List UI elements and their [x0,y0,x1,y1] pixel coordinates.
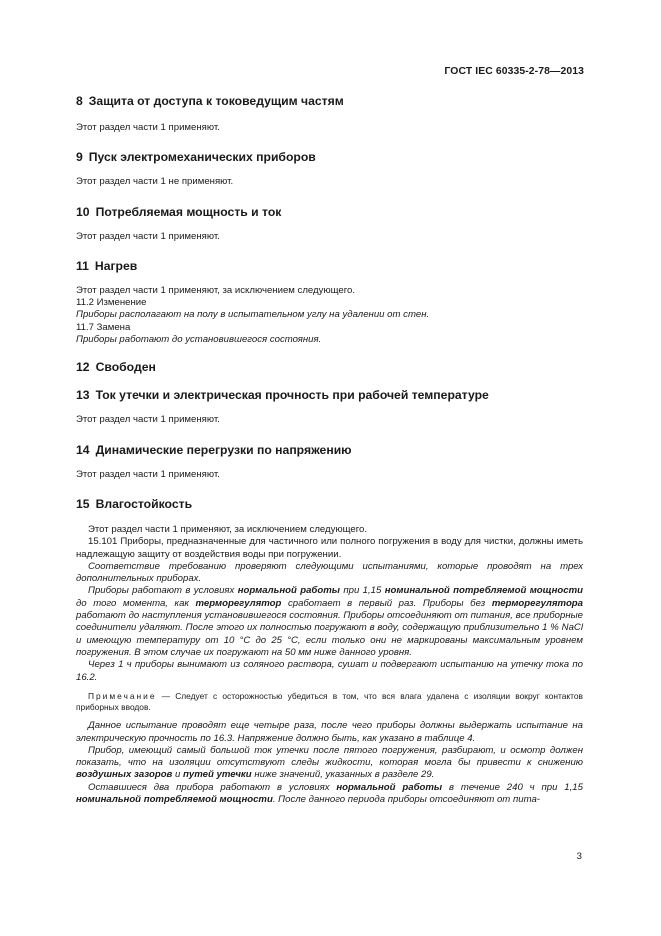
section-number: 14 [76,442,90,457]
repeat-test-paragraph: Данное испытание проводят еще четыре раза, после чего приборы должны выдержать испытание на электрическую прочность по 16.3. Напряжение должно быть, как указано в таблице 4. [76,720,583,744]
note-label: Примечание [88,690,157,701]
section-15-heading [76,494,583,514]
section-8-heading [76,91,583,111]
section-title: Свободен [95,360,156,375]
section-title: Нагрев [94,258,138,273]
section-12-heading [76,357,583,377]
section-11-text: Этот раздел части 1 применяют, за исключением следующего. [76,284,356,296]
section-number: 13 [76,388,90,403]
subsection-11-2-label: 11.2 Изменение [76,297,147,309]
section-11-heading [76,256,583,276]
document-header: ГОСТ IEC 60335-2-78—2013 [444,66,584,77]
page-number: 3 [576,851,582,862]
section-number: 12 [76,360,90,375]
subsection-11-2-text: Приборы располагают на полу в испытательном углу на удалении от стен. [76,309,430,321]
test-procedure-paragraph: Приборы работают в условиях нормальной работы при 1,15 номинальной потребляемой мощности до того момента, как терморегулятор сработает в первый раз. Приборы без терморегулятора работают до наступления установившегося состояния. Приборы отсоединяют от питания, все приборные соединители удаляют. После этого их полностью погружают в воду, содержащую приблизительно 1 % NaCl и имеющую температуру от 10 °C до 25 °C, если только они не маркированы максимальным уровнем погружения. В этом случае их погружают на 50 мм ниже данного уровня. [76,585,584,658]
remaining-appliances-paragraph: Оставшиеся два прибора работают в условиях нормальной работы в течение 240 ч при 1,15 номинальной потребляемой мощности. После данного периода приборы отсоединяют от пита- [76,781,583,806]
section-number: 15 [76,496,90,511]
leakage-test-paragraph: Через 1 ч приборы вынимают из соляного раствора, сушат и подвергают испытанию на утечку тока по 16.2. [76,659,583,683]
section-9-text: Этот раздел части 1 не применяют. [76,176,234,188]
document-body [76,91,583,806]
subsection-11-7-text: Приборы работают до установившегося состояния. [76,334,322,346]
section-10-text: Этот раздел части 1 применяют. [76,230,220,242]
section-14-heading [76,440,583,460]
section-14-text: Этот раздел части 1 применяют. [76,468,220,480]
section-number: 11 [76,258,89,273]
section-title: Влагостойкость [95,496,193,511]
section-title: Динамические перегрузки по напряжению [95,442,352,457]
subsection-11-7-label: 11.7 Замена [76,321,131,333]
clause-15-101: 15.101 Приборы, предназначенные для частичного или полного погружения в воду для чистки, должны иметь надлежащую защиту от воздействия воды при погружении. [76,536,583,560]
inspection-paragraph: Прибор, имеющий самый большой ток утечки после пятого погружения, разбирают, и осмотр должен показать, что на изоляции отсутствуют следы жидкости, которая могла бы привести к снижению воздушных зазоров и путей утечки ниже значений, указанных в разделе 29. [76,744,583,781]
section-8-text: Этот раздел части 1 применяют. [76,122,220,133]
section-number: 10 [76,204,90,219]
section-15-text: Этот раздел части 1 применяют, за исключением следующего. [88,523,368,535]
section-number: 8 [76,94,83,108]
section-title: Потребляемая мощность и ток [95,204,282,219]
section-9-heading [76,147,583,167]
section-title: Пуск электромеханических приборов [88,150,316,165]
section-number: 9 [76,150,83,165]
section-title: Защита от доступа к токоведущим частям [88,94,344,108]
section-13-heading [76,385,583,405]
note-paragraph: Примечание — Следует с осторожностью убедиться в том, что вся влага удалена с изоляции вокруг контактов приборных вводов. [76,690,583,713]
section-10-heading [76,202,583,222]
section-title: Ток утечки и электрическая прочность при рабочей температуре [95,388,489,403]
section-13-text: Этот раздел части 1 применяют. [76,414,220,426]
compliance-paragraph: Соответствие требованию проверяют следующими испытаниями, которые проводят на трех дополнительных приборах. [76,560,583,585]
